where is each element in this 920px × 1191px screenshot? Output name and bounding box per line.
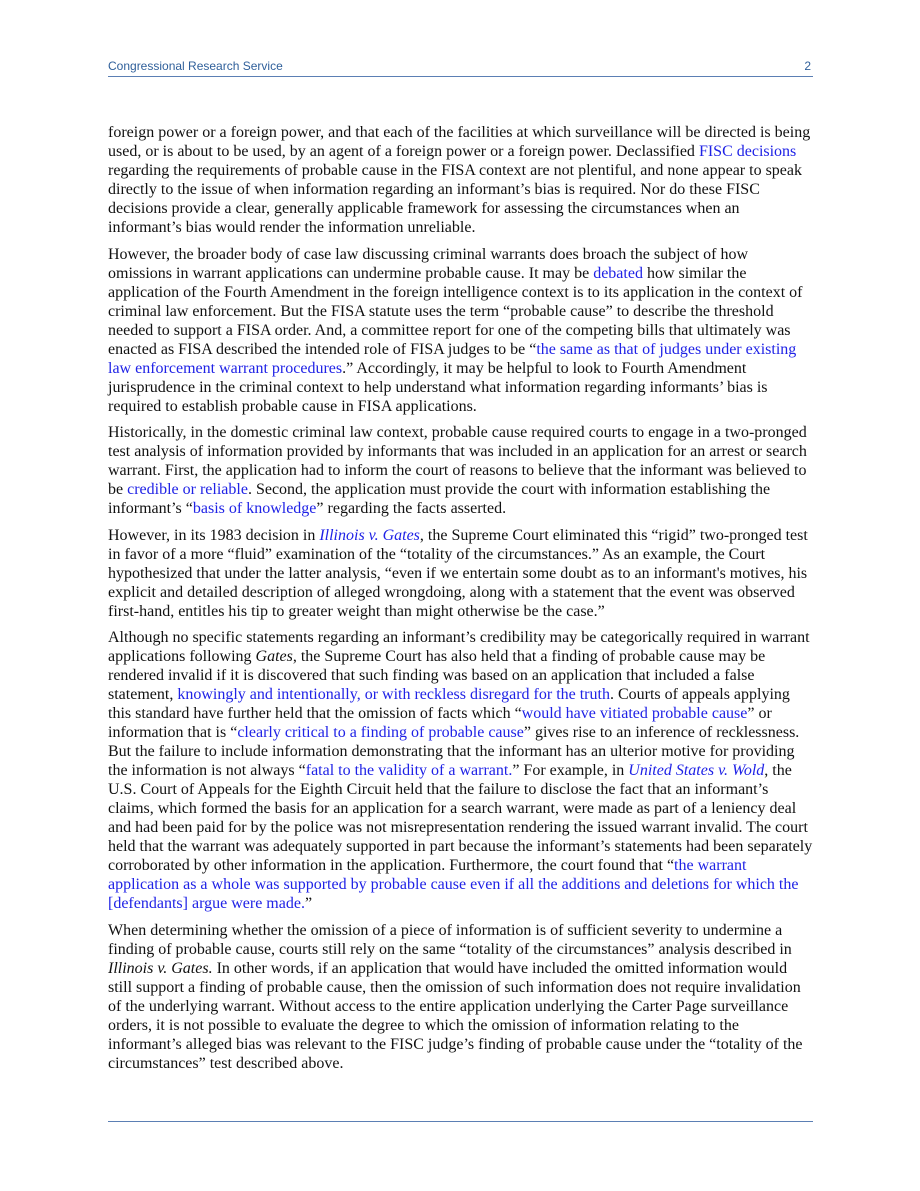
warrant-application-whole-link[interactable]: the warrant application as a whole was supported by probable cause even if all the additions and deletions for which the [defendants] argue were made. (108, 857, 799, 912)
text: Although no specific statements regarding an informant’s credibility may be categorically required in warrant applications following (108, 629, 810, 665)
reckless-disregard-link[interactable]: knowingly and intentionally, or with reckless disregard for the truth (177, 686, 610, 703)
united-states-v-wold-link[interactable]: United States v. Wold (628, 762, 765, 779)
judges-warrant-procedures-link[interactable]: the same as that of judges under existing law enforcement warrant procedures (108, 340, 797, 377)
text: foreign power or a foreign power, and that each of the facilities at which surveillance will be directed is being used, or is about to be used, by an agent of a foreign power or a foreign power. Declassified (108, 124, 811, 160)
text: .” Accordingly, it may be helpful to look to Fourth Amendment jurisprudence in the criminal context to help understand what information regarding informants’ bias is required to establish probable cause in FISA applications. (108, 359, 768, 415)
text: ” or information that is “ (108, 705, 772, 741)
header-organization: Congressional Research Service (108, 59, 283, 73)
clearly-critical-link[interactable]: clearly critical to a finding of probable cause (237, 724, 524, 741)
text: , the Supreme Court has also held that a finding of probable cause may be rendered invalid if it is discovered that such finding was based on an application that included a false statement, (108, 648, 766, 703)
footer-divider (108, 1121, 813, 1122)
text: how similar the application of the Fourth Amendment in the foreign intelligence context is to its application in the context of criminal law enforcement. But the FISA statute uses the term “probable cause” to describe the threshold needed to support a FISA order. And, a committee report for one of the competing bills that ultimately was enacted as FISA described the intended role of FISA judges to be “ (108, 264, 803, 358)
text: regarding the requirements of probable cause in the FISA context are not plentiful, and none appear to speak directly to the issue of when information regarding an informant’s bias is required. Nor do these FISC decisions provide a clear, generally applicable framework for assessing the circumstances when an informant’s bias would render the information unreliable. (108, 162, 802, 236)
text: In other words, if an application that would have included the omitted information would still support a finding of probable cause, then the omission of such information does not require invalidation of the underlying warrant. Without access to the entire application underlying the Carter Page surveillance orders, it is not possible to evaluate the degree to which the omission of information relating to the informant’s alleged bias was relevant to the FISC judge’s finding of probable cause under the “totality of the circumstances” test described above. (108, 959, 803, 1072)
text: However, the broader body of case law discussing criminal warrants does broach the subject of how omissions in warrant applications can undermine probable cause. It may be (108, 245, 749, 282)
paragraph (108, 423, 813, 518)
case-name-italic: Illinois v. Gates. (108, 959, 213, 977)
fisc-decisions-link[interactable]: FISC decisions (698, 143, 797, 160)
text: ” regarding the facts asserted. (316, 500, 507, 517)
text: However, in its 1983 decision in (108, 526, 320, 544)
paragraph (108, 526, 813, 621)
text: . Courts of appeals applying this standard have further held that the omission of facts which “ (108, 686, 790, 722)
illinois-v-gates-link[interactable]: Illinois v. Gates (319, 526, 420, 544)
text: , the Supreme Court eliminated this “rigid” two-pronged test in favor of a more “fluid” examination of the “totality of the circumstances.” As an example, the Court hypothesized that under the latter analysis, “even if we entertain some doubt as to an informant's motives, his explicit and detailed description of alleged wrongdoing, along with a statement that the event was observed first-hand, entitles his tip to greater weight than might otherwise be the case.” (108, 526, 808, 620)
text: ” (304, 895, 313, 912)
fatal-to-validity-link[interactable]: fatal to the validity of a warrant. (305, 762, 513, 779)
text: ” For example, in (512, 762, 629, 779)
paragraph (108, 921, 813, 1073)
page-number: 2 (804, 59, 811, 73)
paragraph (108, 245, 813, 416)
text: . Second, the application must provide the court with information establishing the informant’s “ (108, 481, 771, 517)
vitiated-probable-cause-link[interactable]: would have vitiated probable cause (521, 705, 748, 722)
basis-of-knowledge-link[interactable]: basis of knowledge (192, 500, 317, 517)
text: ” gives rise to an inference of recklessness. But the failure to include information demonstrating that the informant has an ulterior motive for providing the information is not always “ (108, 724, 800, 779)
paragraph (108, 123, 813, 237)
document-body (108, 123, 813, 1080)
credible-or-reliable-link[interactable]: credible or reliable (127, 481, 248, 498)
page-header (108, 58, 813, 77)
text: Historically, in the domestic criminal law context, probable cause required courts to engage in a two-pronged test analysis of information provided by informants that was included in an application for an arrest or search warrant. First, the application had to inform the court of reasons to believe that the informant was believed to be (108, 424, 807, 498)
text: When determining whether the omission of a piece of information is of sufficient severity to undermine a finding of probable cause, courts still rely on the same “totality of the circumstances” analysis described in (108, 921, 792, 958)
paragraph (108, 628, 813, 913)
debated-link[interactable]: debated (593, 264, 643, 282)
case-name-italic: Gates (255, 648, 293, 665)
text: , the U.S. Court of Appeals for the Eighth Circuit held that the failure to disclose the fact that an informant’s claims, which formed the basis for an application for a search warrant, were made as part of a leniency deal and had been paid for by the police was not misrepresentation rendering the issued warrant invalid. The court held that the warrant was adequately supported in part because the informant’s statements had been separately corroborated by other information in the application. Furthermore, the court found that “ (108, 762, 813, 874)
